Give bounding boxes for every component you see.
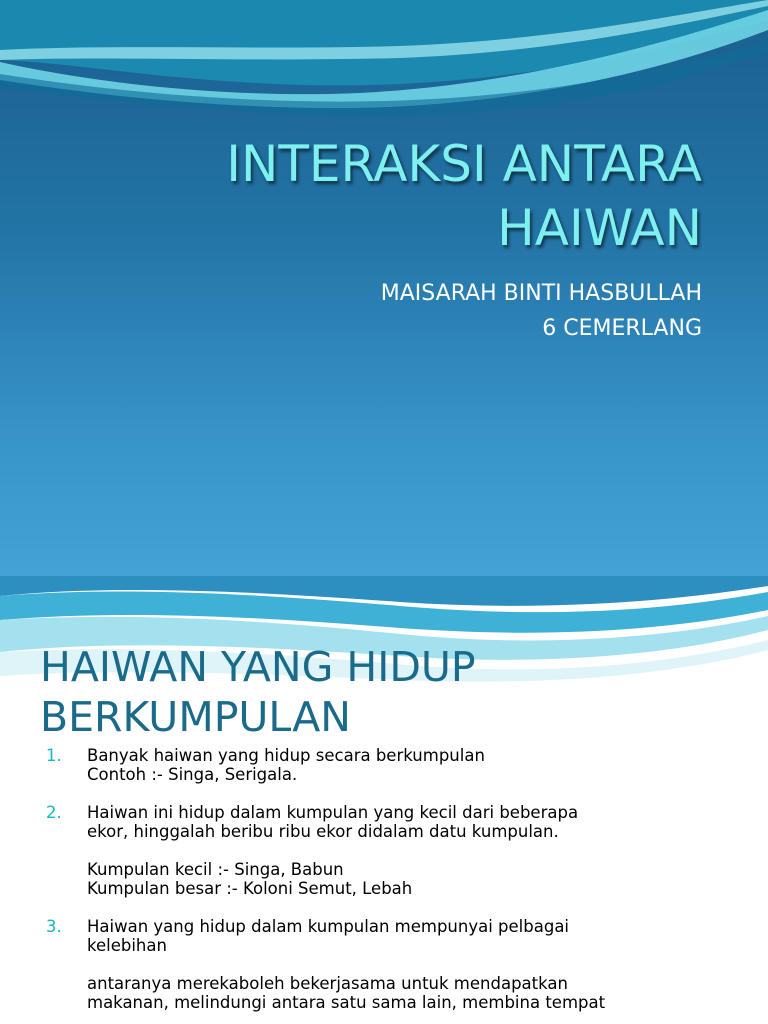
content-slide [0,576,768,1024]
heading-line-2: BERKUMPULAN [40,693,351,741]
slide-subtitle [381,276,702,346]
list-number: 3. [46,917,62,936]
list-item [0,917,768,1012]
title-line-1: INTERAKSI ANTARA [226,135,702,193]
numbered-list [0,746,768,1024]
list-item [0,746,768,784]
list-number: 1. [46,746,62,765]
list-number: 2. [46,803,62,822]
title-line-2: HAIWAN [497,199,702,257]
list-item-text: Haiwan ini hidup dalam kumpulan yang kecil dari beberapa ekor, hinggalah beribu ribu ekor didalam datu kumpulan. Kumpulan kecil :- Singa, Babun Kumpulan besar :- Koloni Semut, Lebah [87,803,579,898]
author-name: MAISARAH BINTI HASBULLAH [380,281,702,306]
list-item-text: Banyak haiwan yang hidup secara berkumpulan Contoh :- Singa, Serigala. [87,746,485,784]
slide-title [62,132,702,260]
heading-line-1: HAIWAN YANG HIDUP [40,643,476,691]
list-item-text: Haiwan yang hidup dalam kumpulan mempunyai pelbagai kelebihan antaranya merekaboleh bekerjasama untuk mendapatkan makanan, melindungi antara satu sama lain, membina tempat [87,917,606,1012]
class-name: 6 CEMERLANG [542,316,702,341]
list-item [0,803,768,898]
slide-heading [40,642,476,742]
